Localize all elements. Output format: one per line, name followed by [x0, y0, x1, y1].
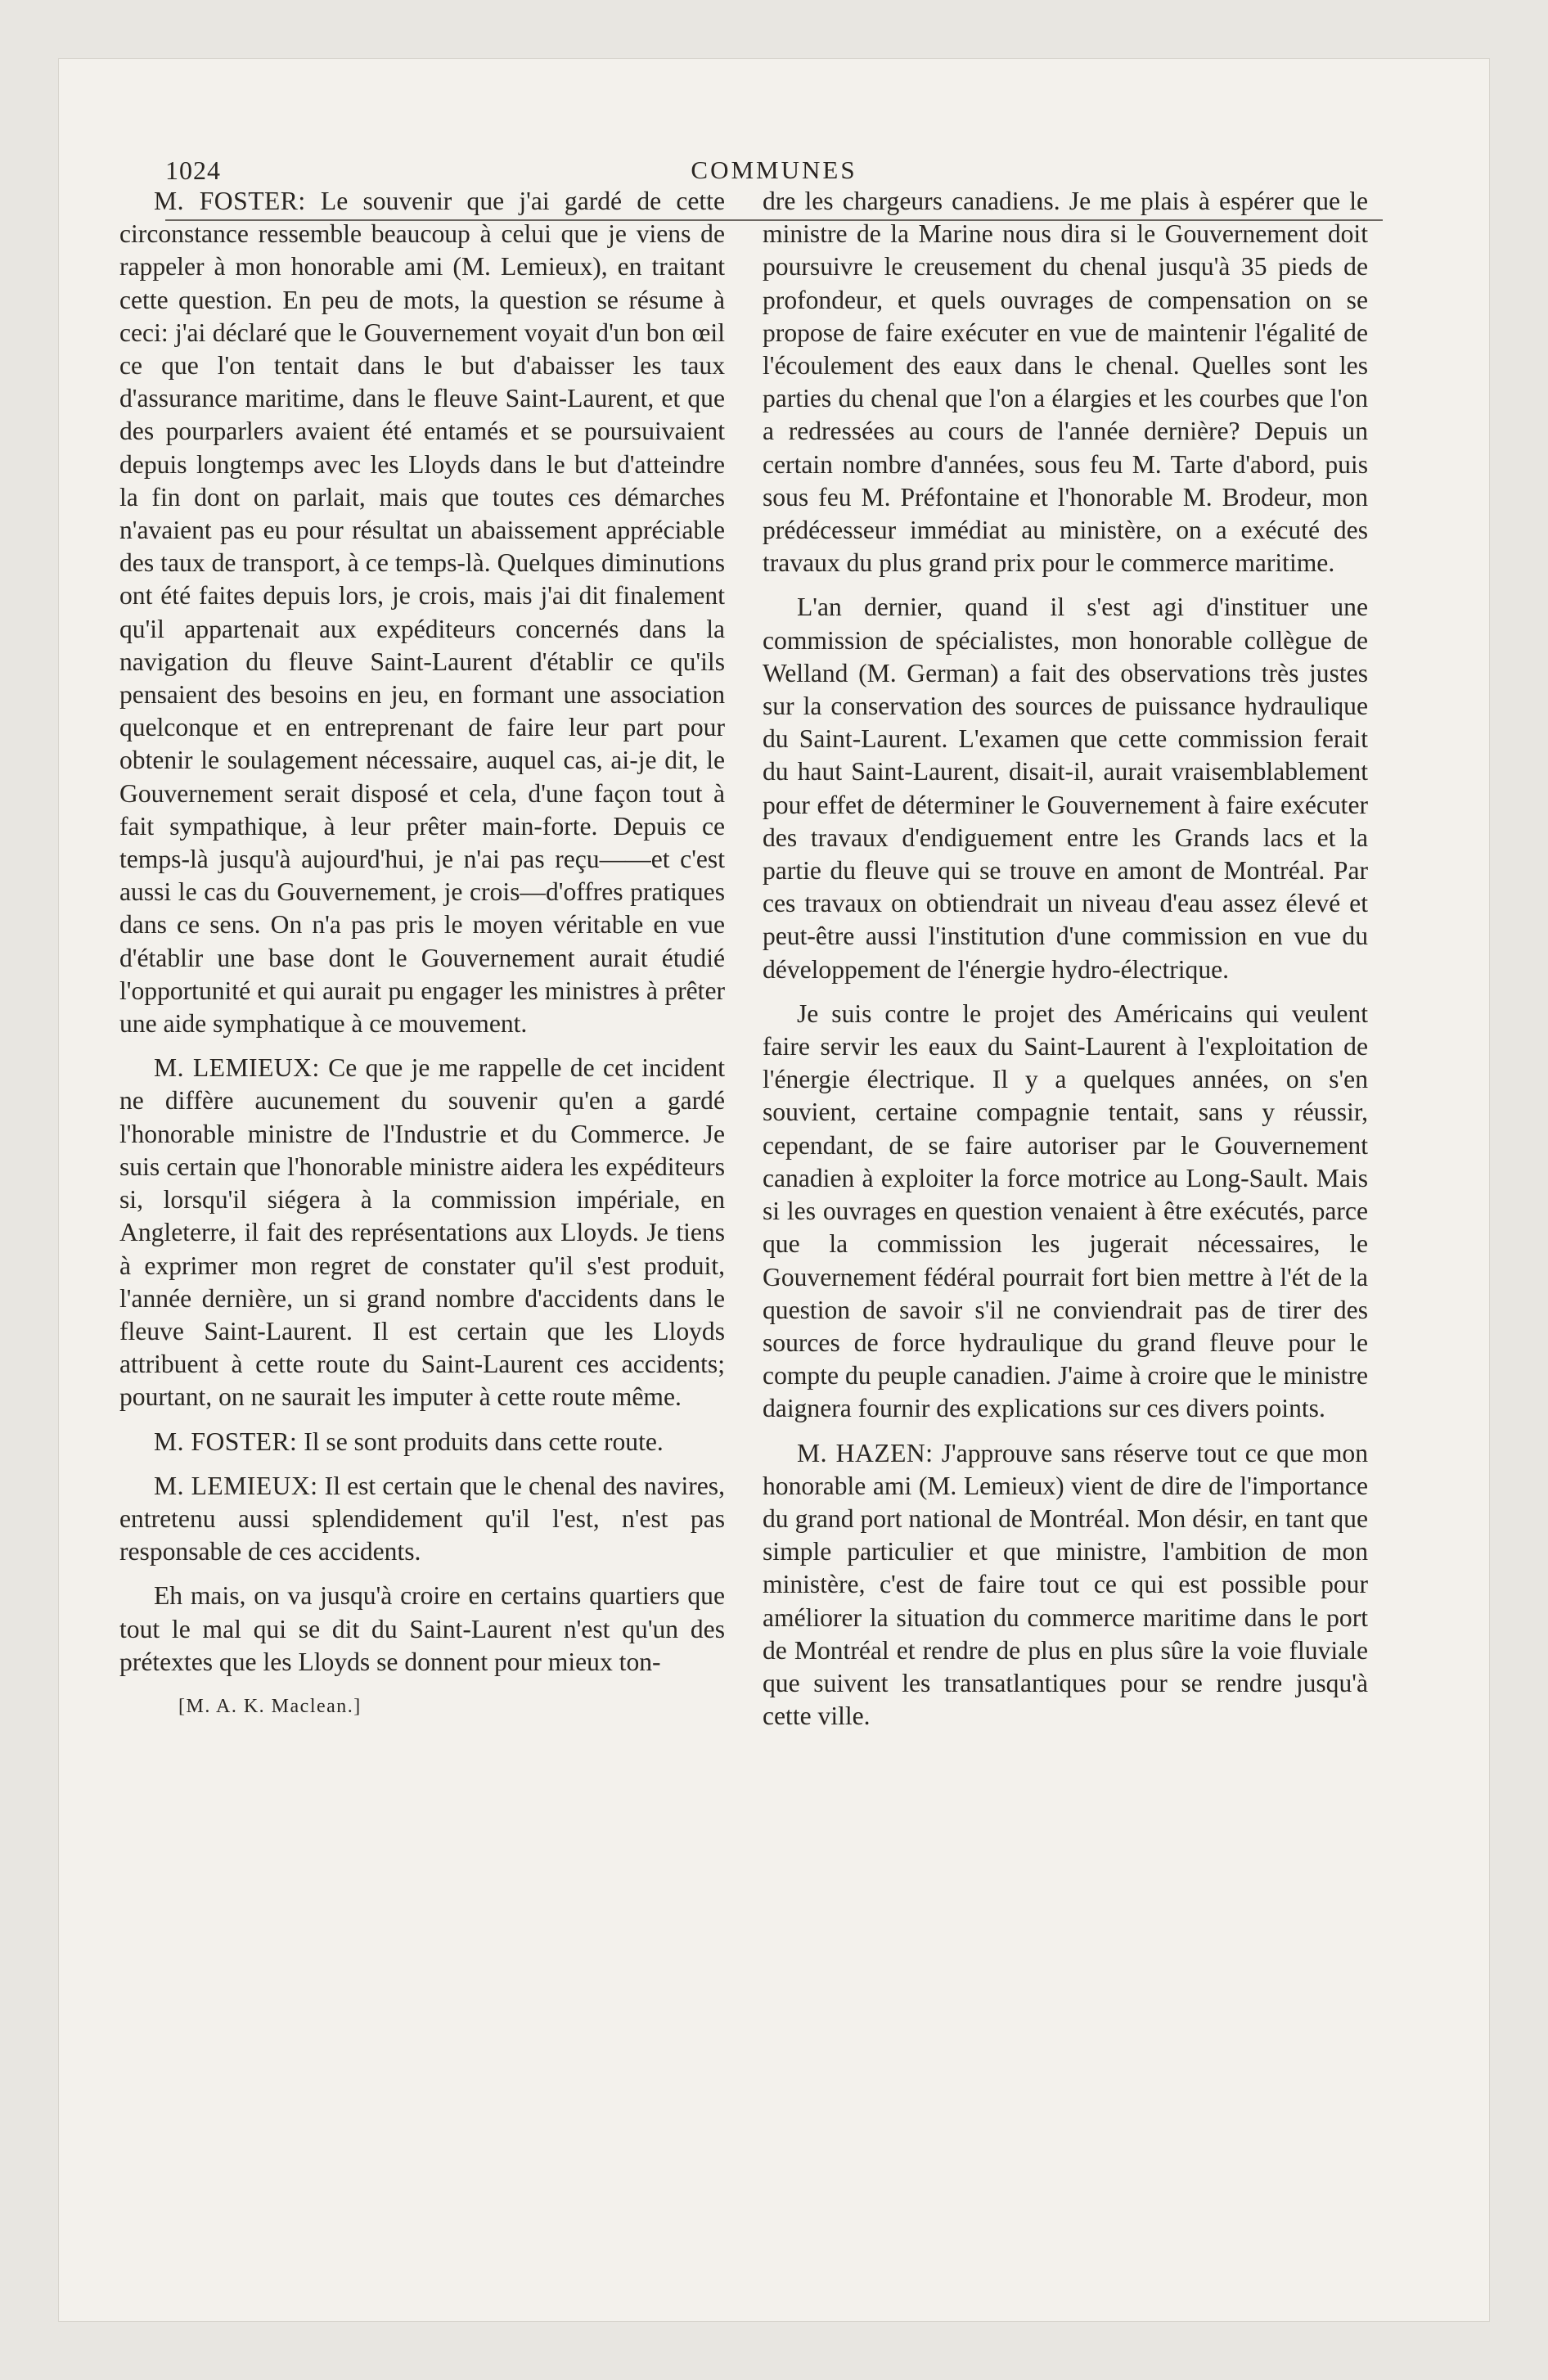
paragraph — [763, 185, 1368, 579]
paragraph — [119, 1470, 725, 1569]
paragraph-text: Le souvenir que j'ai gardé de cette circonstance ressemble beaucoup à celui que je viens de rappeler à mon honorable ami (M. Lemieux), en traitant cette question. En peu de mots, la question se résume à ceci: j'ai déclaré que le Gouvernement voyait d'un bon œil ce que l'on tentait dans le but d'abaisser les taux d'assurance maritime, dans le fleuve Saint-Laurent, et que des pourparlers avaient été entamés et se poursuivaient depuis longtemps avec les Lloyds dans le but d'atteindre la fin dont on parlait, mais que toutes ces démarches n'avaient pas eu pour résultat un abaissement appréciable des taux de transport, à ce temps-là. Quelques diminutions ont été faites depuis lors, je crois, mais j'ai dit finalement qu'il appartenait aux expéditeurs concernés dans la navigation du fleuve Saint-Laurent d'établir ce qu'ils pensaient des besoins en jeu, en formant une association quelconque et en entreprenant de faire leur part pour obtenir le soulagement nécessaire, auquel cas, ai-je dit, le Gouvernement serait disposé et cela, d'une façon tout à fait sympathique, à leur prêter main-forte. Depuis ce temps-là jusqu'à aujourd'hui, je n'ai pas reçu——et c'est aussi le cas du Gouvernement, je crois—d'offres pratiques dans ce sens. On n'a pas pris le moyen véritable en vue d'établir une base dont le Gouvernement aurait étudié l'opportunité et qui aurait pu engager les ministres à prêter une aide symphatique à ce mouvement. — [119, 187, 726, 1039]
page-number: 1024 — [165, 156, 221, 185]
speaker-name: M. LEMIEUX: — [154, 1053, 320, 1083]
running-title: COMMUNES — [691, 156, 857, 184]
paragraph — [763, 591, 1368, 985]
speaker-name: M. LEMIEUX: — [154, 1471, 318, 1500]
right-column — [763, 185, 1368, 1744]
paragraph-text: Eh mais, on va jusqu'à croire en certains quartiers que tout le mal qui se dit du Saint-Laurent n'est qu'un des prétextes que les Lloyds se donnent pour mieux ton- — [119, 1581, 725, 1676]
paragraph-text: L'an dernier, quand il s'est agi d'instituer une commission de spécialistes, mon honorable collègue de Welland (M. German) a fait des observations très justes sur la conservation des sources de puissance hydraulique du Saint-Laurent. L'examen que cette commission ferait du haut Saint-Laurent, disait-il, aurait vraisemblablement pour effet de déterminer le Gouvernement à faire exécuter des travaux d'endiguement entre les Grands lacs et la partie du fleuve qui se trouve en amont de Montréal. Par ces travaux on obtiendrait un niveau d'eau assez élevé et peut-être aussi l'institution d'une commission en vue du développement de l'énergie hydro-électrique. — [763, 593, 1368, 984]
paragraph-text: Ce que je me rappelle de cet incident ne diffère aucunement du souvenir qu'en a gardé l'honorable ministre de l'Industrie et du Commerce. Je suis certain que l'honorable ministre aidera les expéditeurs si, lorsqu'il siégera à la commission impériale, en Angleterre, il fait des représentations aux Lloyds. Je tiens à exprimer mon regret de constater qu'il s'est produit, l'année dernière, un si grand nombre d'accidents dans le fleuve Saint-Laurent. Il est certain que les Lloyds attribuent à cette route du Saint-Laurent ces accidents; pourtant, on ne saurait les imputer à cette route même. — [119, 1053, 725, 1412]
paragraph — [763, 998, 1368, 1426]
paragraph-text: Il se sont produits dans cette route. — [297, 1427, 664, 1456]
paragraph-text: dre les chargeurs canadiens. Je me plais à espérer que le ministre de la Marine nous dira si le Gouvernement doit poursuivre le creusement du chenal jusqu'à 35 pieds de profondeur, et quels ouvrages de compensation on se propose de faire exécuter en vue de maintenir l'égalité de l'écoulement des eaux dans le chenal. Quelles sont les parties du chenal que l'on a élargies et les courbes que l'on a redressées au cours de l'année dernière? Depuis un certain nombre d'années, sous feu M. Tarte d'abord, puis sous feu M. Préfontaine et l'honorable M. Brodeur, mon prédécesseur immédiat au ministère, on a exécuté des travaux du plus grand prix pour le commerce maritime. — [763, 187, 1368, 578]
paragraph — [119, 1052, 725, 1413]
speaker-name: M. FOSTER: — [154, 1427, 298, 1456]
paragraph-text: J'approuve sans réserve tout ce que mon honorable ami (M. Lemieux) vient de dire de l'importance du grand port national de Montréal. Mon désir, en tant que simple particulier et que ministre, l'ambition de mon ministère, c'est de faire tout ce qui est possible pour améliorer la situation du commerce maritime dans le port de Montréal et rendre de plus en plus sûre la voie fluviale que suivent les transatlantiques pour se rendre jusqu'à cette ville. — [763, 1438, 1368, 1731]
paragraph — [119, 185, 725, 1040]
footer-note: [M. A. K. Maclean.] — [178, 1695, 362, 1717]
paragraph — [763, 1437, 1368, 1733]
speaker-name: M. HAZEN: — [797, 1438, 934, 1467]
paragraph-text: Il est certain que le chenal des navires, entretenu aussi splendidement qu'il l'est, n'est pas responsable de ces accidents. — [119, 1471, 725, 1566]
page-header — [165, 156, 1383, 188]
speaker-name: M. FOSTER: — [154, 187, 306, 215]
paragraph — [119, 1580, 725, 1679]
paragraph — [119, 1426, 725, 1458]
paragraph-text: Je suis contre le projet des Américains qui veulent faire servir les eaux du Saint-Laurent à l'exploitation de l'énergie électrique. Il y a quelques années, on s'en souvient, certaine compagnie tentait, sans y réussir, cependant, de se faire autoriser par le Gouvernement canadien à exploiter la force motrice au Long-Sault. Mais si les ouvrages en question venaient à être exécutés, parce que la commission les jugerait nécessaires, le Gouvernement fédéral pourrait fort bien mettre à l'ét de la question de savoir s'il ne conviendrait pas de tirer des sources de force hydraulique du grand fleuve pour le compte du peuple canadien. J'aime à croire que le ministre daignera fournir des explications sur ces divers points. — [763, 998, 1368, 1423]
left-column — [119, 185, 725, 1734]
